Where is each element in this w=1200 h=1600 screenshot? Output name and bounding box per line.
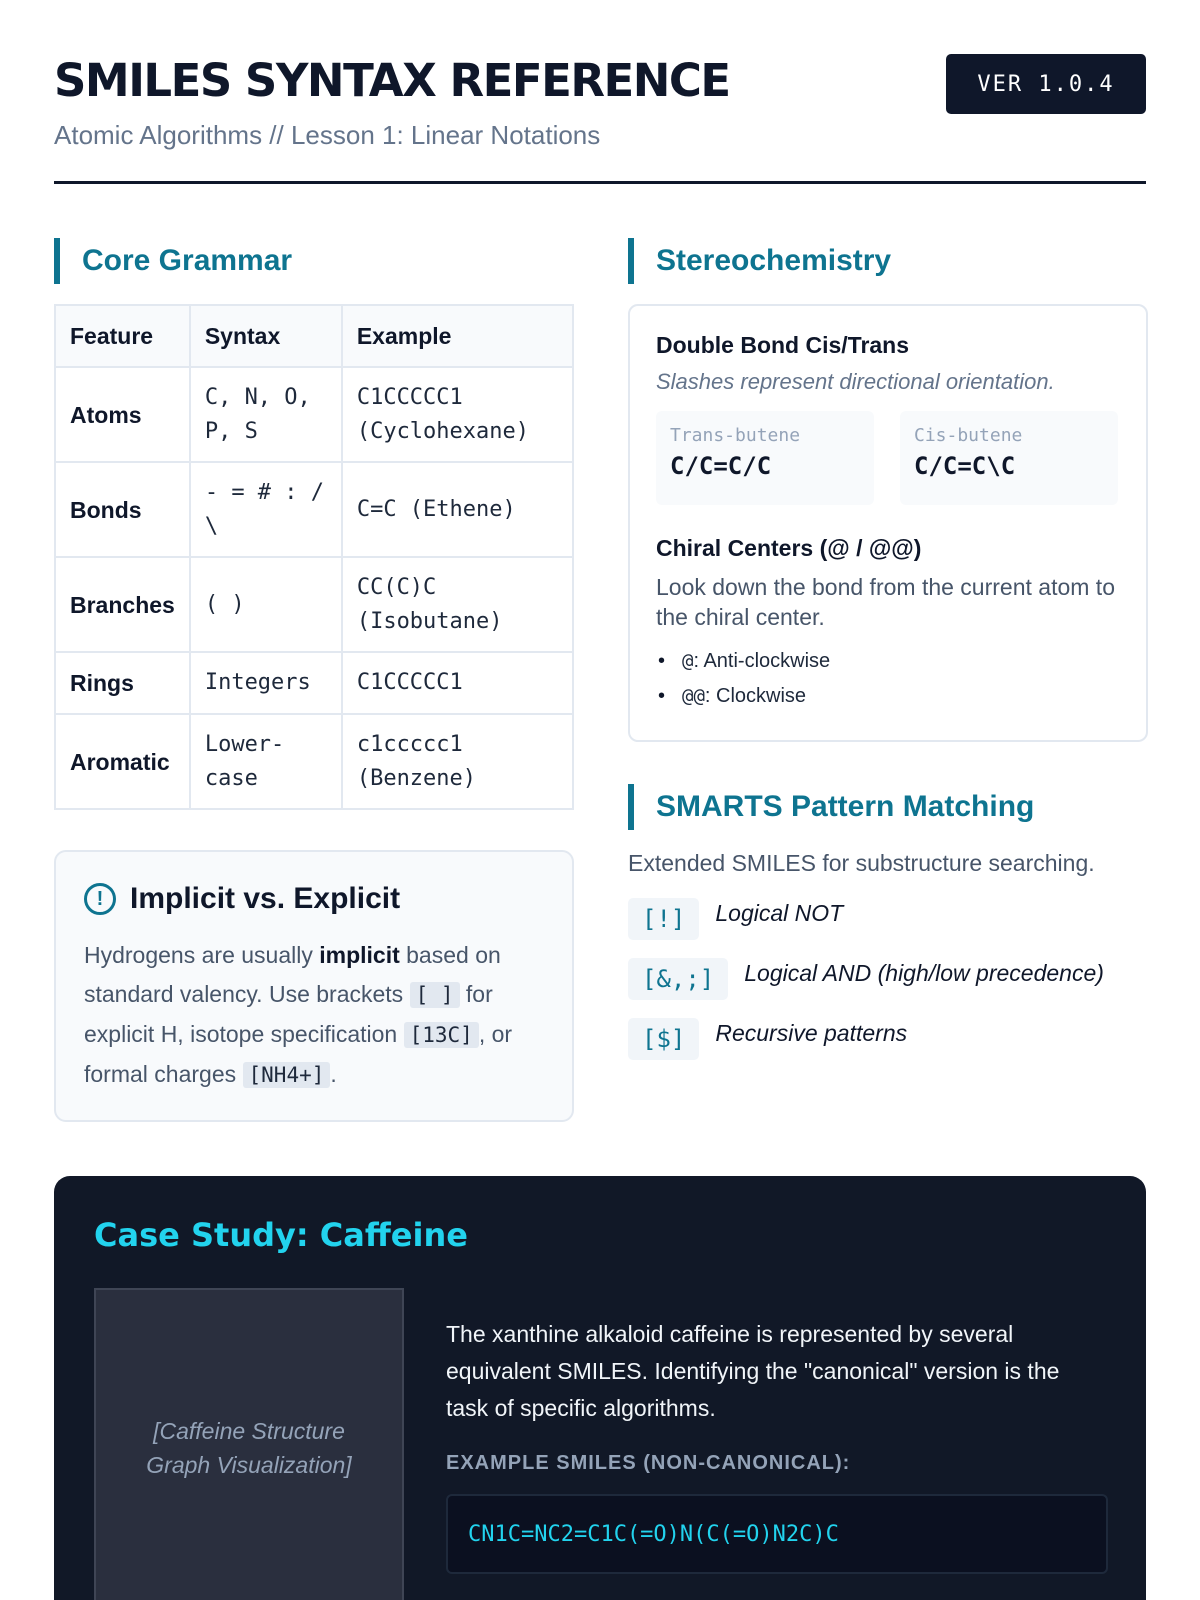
smarts-desc: Logical NOT — [715, 899, 844, 926]
example-label: Cis-butene — [914, 425, 1023, 446]
implicit-explicit-callout — [54, 850, 574, 1122]
syntax-cell: - = # : / \ — [190, 462, 342, 557]
case-study-text: The xanthine alkaloid caffeine is represented by several equivalent SMILES. Identifying the "canonical" version is the task of specific algorithms. — [446, 1321, 1060, 1421]
list-item — [656, 644, 1120, 679]
page-subtitle: Atomic Algorithms // Lesson 1: Linear Notations — [54, 120, 601, 150]
code-chip: [13C] — [404, 1022, 479, 1048]
smarts-code: [&,;] — [628, 958, 728, 1000]
code-chip: [ ] — [410, 982, 460, 1008]
smarts-intro: Extended SMILES for substructure searching. — [628, 850, 1095, 876]
feature-cell: Bonds — [55, 462, 190, 557]
callout-bold-text: implicit — [319, 942, 400, 968]
chiral-desc: : Anti-clockwise — [693, 650, 831, 672]
callout-text: based on standard valency. Use brackets — [84, 942, 501, 1007]
double-bond-note: Slashes represent directional orientation. — [656, 369, 1055, 394]
feature-cell: Atoms — [55, 367, 190, 462]
table-header-row — [55, 305, 573, 367]
core-grammar-heading: Core Grammar — [54, 238, 292, 284]
butene-examples — [656, 411, 1120, 505]
stereochemistry-card — [628, 304, 1148, 742]
chiral-desc: : Clockwise — [704, 685, 807, 707]
version-badge: VER 1.0.4 — [946, 54, 1146, 114]
example-code: C/C=C\C — [914, 452, 1016, 480]
smarts-item — [628, 958, 1104, 1000]
feature-cell: Aromatic — [55, 714, 190, 809]
callout-title-text: Implicit vs. Explicit — [130, 882, 401, 915]
example-label: Trans-butene — [670, 425, 801, 446]
example-cell: CC(C)C (Isobutane) — [342, 557, 573, 652]
feature-cell: Branches — [55, 557, 190, 652]
smarts-desc: Logical AND (high/low precedence) — [744, 959, 1104, 986]
feature-cell: Rings — [55, 652, 190, 714]
smarts-code: [!] — [628, 898, 699, 940]
table-row — [55, 367, 573, 462]
chiral-title: Chiral Centers (@ / @@) — [656, 535, 922, 561]
cis-butene-example — [900, 411, 1118, 505]
example-cell: C1CCCCC1 (Cyclohexane) — [342, 367, 573, 462]
caffeine-visualization-placeholder: [Caffeine Structure Graph Visualization] — [94, 1288, 404, 1600]
chiral-text: Look down the bond from the current atom to the chiral center. — [656, 574, 1115, 630]
table-row — [55, 462, 573, 557]
syntax-cell: Lower-case — [190, 714, 342, 809]
page-header — [54, 52, 1146, 184]
info-icon: ! — [84, 883, 116, 915]
callout-text: , or formal charges — [84, 1021, 513, 1087]
case-study-panel — [54, 1176, 1146, 1600]
callout-text: . — [330, 1061, 337, 1087]
column-header: Feature — [55, 305, 190, 367]
smarts-code: [$] — [628, 1018, 699, 1060]
trans-butene-example — [656, 411, 874, 505]
smarts-item — [628, 898, 843, 940]
page-title: SMILES SYNTAX REFERENCE — [54, 54, 730, 107]
callout-text: Hydrogens are usually — [84, 942, 320, 968]
grammar-table — [54, 304, 574, 810]
stereochemistry-heading: Stereochemistry — [628, 238, 891, 284]
callout-title — [84, 882, 544, 916]
table-row — [55, 714, 573, 809]
example-cell: C=C (Ethene) — [342, 462, 573, 557]
example-cell: C1CCCCC1 — [342, 652, 573, 714]
list-item — [656, 679, 1120, 714]
smarts-heading: SMARTS Pattern Matching — [628, 784, 1034, 830]
example-code: C/C=C/C — [670, 452, 772, 480]
column-header: Example — [342, 305, 573, 367]
chiral-list — [656, 644, 1120, 714]
double-bond-title: Double Bond Cis/Trans — [656, 332, 910, 358]
example-cell: c1ccccc1 (Benzene) — [342, 714, 573, 809]
chiral-symbol: @@ — [682, 685, 705, 707]
table-row — [55, 557, 573, 652]
syntax-cell: ( ) — [190, 557, 342, 652]
smarts-desc: Recursive patterns — [715, 1019, 908, 1046]
example-smiles-code: CN1C=NC2=C1C(=O)N(C(=O)N2C)C — [446, 1494, 1108, 1574]
example-smiles-label: EXAMPLE SMILES (NON-CANONICAL): — [446, 1452, 851, 1474]
code-chip: [NH4+] — [243, 1062, 331, 1088]
callout-text: for explicit H, isotope specification — [84, 981, 493, 1047]
column-header: Syntax — [190, 305, 342, 367]
chiral-symbol: @ — [682, 650, 694, 672]
case-study-title: Case Study: Caffeine — [94, 1216, 468, 1254]
callout-body — [84, 936, 544, 1095]
table-row — [55, 652, 573, 714]
syntax-cell: C, N, O, P, S — [190, 367, 342, 462]
smarts-item — [628, 1018, 907, 1060]
syntax-cell: Integers — [190, 652, 342, 714]
